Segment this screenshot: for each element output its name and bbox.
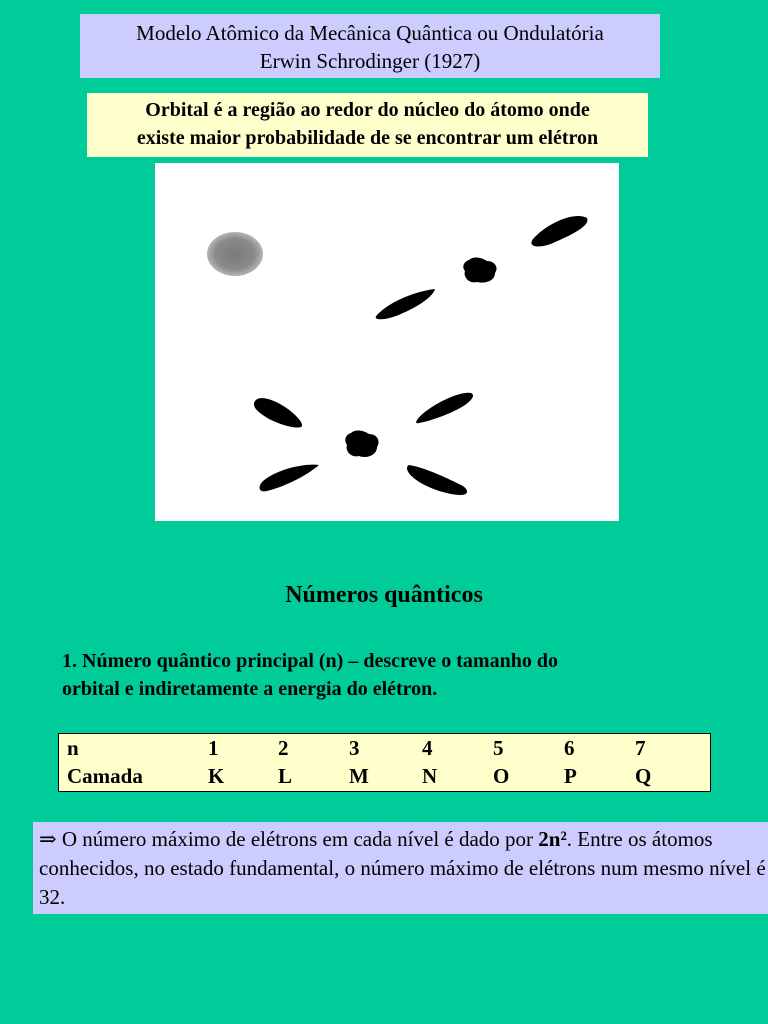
table-row-camada — [59, 762, 710, 790]
table-cell: M — [349, 764, 369, 788]
table-cell: Q — [635, 764, 652, 788]
title-box — [80, 14, 660, 78]
definition-line-1: Orbital é a região ao redor do núcleo do átomo onde — [145, 99, 590, 121]
table-cell: O — [493, 764, 510, 788]
principal-quantum-number-text — [62, 647, 702, 703]
table-cell: 6 — [564, 736, 575, 760]
p-orbital-icon — [376, 216, 588, 319]
note-box — [33, 822, 768, 914]
orbital-illustration — [155, 163, 619, 521]
table-cell: L — [278, 764, 293, 788]
formula-text: 2n² — [538, 827, 567, 851]
table-cell: 7 — [635, 736, 646, 760]
table-cell: 5 — [493, 736, 504, 760]
note-text-before: O número máximo de elétrons em cada nível é dado por — [56, 827, 539, 851]
table-row-n — [59, 734, 710, 762]
title-line-2: Erwin Schrodinger (1927) — [259, 49, 481, 73]
shell-table — [58, 733, 711, 792]
title-line-1: Modelo Atômico da Mecânica Quântica ou Ondulatória — [136, 21, 604, 45]
definition-line-2: existe maior probabilidade de se encontrar um elétron — [136, 127, 599, 149]
table-cell: 3 — [349, 736, 360, 760]
note-text-after: . Entre os átomos conhecidos, no estado fundamental, o número máximo de elétrons num mesmo nível é 32. — [39, 827, 766, 909]
table-cell: 1 — [208, 736, 219, 760]
item-line-1: 1. Número quântico principal (n) – descreve o tamanho do — [62, 650, 558, 672]
table-cell: 2 — [278, 736, 289, 760]
d-orbital-icon — [254, 393, 473, 495]
item-line-2: orbital e indiretamente a energia do elétron. — [62, 678, 438, 700]
table-cell: n — [67, 736, 79, 760]
table-cell: N — [422, 764, 438, 788]
table-cell: P — [564, 764, 577, 788]
table-cell: Camada — [67, 764, 143, 788]
definition-box — [87, 93, 648, 157]
table-cell: K — [208, 764, 225, 788]
s-orbital-icon — [207, 232, 263, 276]
arrow-icon: ⇒ — [39, 827, 57, 851]
section-heading: Números quânticos — [285, 582, 483, 608]
table-cell: 4 — [422, 736, 433, 760]
orbital-figure — [155, 163, 619, 521]
